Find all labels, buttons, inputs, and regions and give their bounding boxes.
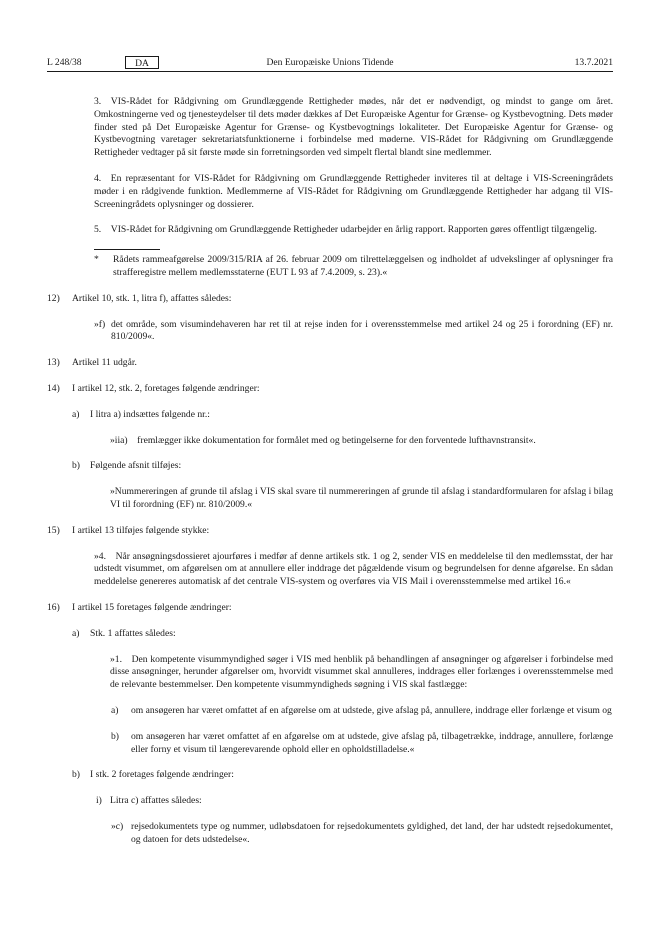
item-16b-i-number: i): [96, 795, 102, 807]
item-12-quote: [94, 318, 613, 345]
item-14a-quote: [110, 435, 613, 448]
item-14: [47, 382, 613, 396]
item-16a-quote-text: »1. Den kompetente visummyndighed søger i VIS med henblik på behandlingen af ansøgninger og afgørelser i forbindelse med disse ansøgninger, herunder afgørelser om, hvorvidt visummet skal annulleres, inddrages eller forlænges i overensstemmelse med de relevante bestemmelser. Den kompetente visummyndigheds søgning i VIS skal fastlægge:: [110, 653, 613, 691]
item-16b-i: [96, 795, 613, 808]
item-12-text: Artikel 10, stk. 1, litra f), affattes således:: [72, 292, 232, 304]
page-header: [47, 55, 613, 71]
item-16a-text: Stk. 1 affattes således:: [90, 627, 176, 639]
publication-date: 13.7.2021: [574, 57, 613, 68]
item-13-number: 13): [47, 357, 60, 369]
document-body: [47, 96, 613, 846]
item-15-number: 15): [47, 524, 60, 536]
item-16a: [72, 627, 613, 641]
item-16a-point-b: [111, 730, 613, 757]
item-15-quote-text: »4. Når ansøgningsdossieret ajourføres i medfør af denne artikels stk. 1 og 2, sender VIS en meddelelse til den medlemsstat, der har udstedt visummet, om afgørelsen om at annullere eller inddrage det pågældende visum og begrundelsen for denne afgørelse. En sådan meddelelse genereres automatisk af det centrale VIS-system og overføres via VIS Mail i overensstemmelse med artikel 16.«: [94, 550, 613, 588]
item-12-quote-number: »f): [94, 318, 106, 330]
item-14b-text: Følgende afsnit tilføjes:: [90, 460, 182, 472]
item-13-text: Artikel 11 udgår.: [72, 357, 137, 369]
item-15: [47, 524, 613, 538]
item-14a-text: I litra a) indsættes følgende nr.:: [90, 408, 210, 420]
item-16-number: 16): [47, 601, 60, 613]
item-16b-i-quote-text: rejsedokumentets type og nummer, udløbsdatoen for rejsedokumentets gyldighed, det land, der har udstedt rejsedokumentet, og datoen for dets udstedelse«.: [131, 820, 613, 845]
language-badge: DA: [125, 56, 159, 69]
item-16b-number: b): [72, 769, 80, 781]
footnote-text: Rådets rammeafgørelse 2009/315/RIA af 26. februar 2009 om tilrettelæggelsen og indholdet af udvekslinger af oplysninger fra strafferegistre mellem medlemsstaterne (EUT L 93 af 7.4.2009, s. 23).«: [113, 254, 613, 278]
paragraph-5: [94, 224, 613, 237]
footnote-rule: [94, 249, 160, 250]
item-13: [47, 357, 613, 370]
paragraph-5-text: 5. VIS-Rådet for Rådgivning om Grundlæggende Rettigheder udarbejder en årlig rapport. Rapporten gøres offentligt tilgængelig.: [94, 224, 597, 236]
paragraph-4: [94, 173, 613, 211]
footnote: [94, 254, 613, 280]
item-16-text: I artikel 15 foretages følgende ændringer:: [72, 601, 232, 613]
item-14-text: I artikel 12, stk. 2, foretages følgende ændringer:: [72, 382, 260, 394]
item-12-number: 12): [47, 292, 60, 304]
item-16b-i-quote: [111, 820, 613, 847]
paragraph-3-text: 3. VIS-Rådet for Rådgivning om Grundlæggende Rettigheder mødes, når det er nødvendigt, og mindst to gange om året. Omkostningerne ved og tjenesteydelser til dets møder dækkes af Det Europæiske Agentur for Grænse- og Kystbevogtning. Dets møder finder sted på Det Europæiske Agentur for Grænse- og Kystbevogtnings lokaliteter. Det Europæiske Agentur for Grænse- og Kystbevogtning varetager sekretariatsfunktionerne i forbindelse med møderne. VIS-Rådet for Rådgivning om Grundlæggende Rettigheder vedtager på sit første møde sin forretningsorden ved simpelt flertal blandt sine medlemmer.: [94, 96, 613, 159]
journal-title: Den Europæiske Unions Tidende: [266, 57, 394, 68]
item-14b-quote: [110, 486, 613, 512]
item-16a-point-a: [111, 704, 613, 718]
item-16b: [72, 769, 613, 782]
item-15-text: I artikel 13 tilføjes følgende stykke:: [72, 524, 210, 536]
item-14b-quote-text: »Nummereringen af grunde til afslag i VIS skal svare til nummereringen af grunde til afslag i standardformularen for afslag i bilag VI til forordning (EF) nr. 810/2009.«: [110, 486, 613, 510]
paragraph-3: [94, 96, 613, 160]
footnote-mark: *: [94, 254, 99, 266]
item-16a-number: a): [72, 627, 80, 639]
item-14a-quote-text: »iia) fremlægger ikke dokumentation for formålet med og betingelserne for den forventede lufthavnstransit«.: [110, 434, 536, 446]
page-reference: L 248/38: [47, 57, 82, 68]
header-rule: [47, 71, 613, 72]
item-16b-i-text: Litra c) affattes således:: [110, 795, 202, 807]
item-16a-quote: [110, 654, 613, 692]
paragraph-4-text: 4. En repræsentant for VIS-Rådet for Rådgivning om Grundlæggende Rettigheder inviteres til at deltage i VIS-Screeningrådets møder i en rådgivende funktion. Medlemmerne af VIS-Rådet for Rådgivning om Grundlæggende Rettigheder har adgang til VIS-Screeningrådets oplysninger og dossierer.: [94, 172, 613, 210]
item-14-number: 14): [47, 382, 60, 394]
item-12-quote-text: det område, som visumindehaveren har ret til at rejse inden for i overensstemmelse med artikel 24 og 25 i forordning (EF) nr. 810/2009«.: [111, 318, 613, 343]
item-14a-number: a): [72, 408, 80, 420]
item-16b-i-quote-number: »c): [111, 820, 124, 832]
item-12: [47, 292, 613, 306]
item-14b: [72, 460, 613, 473]
item-14b-number: b): [72, 460, 80, 472]
item-16a-point-b-number: b): [111, 730, 119, 742]
item-16b-text: I stk. 2 foretages følgende ændringer:: [90, 769, 234, 781]
item-14a: [72, 408, 613, 422]
item-16: [47, 601, 613, 615]
item-16a-point-a-number: a): [111, 704, 119, 716]
item-15-quote: [94, 551, 613, 589]
item-16a-point-a-text: om ansøgeren har været omfattet af en afgørelse om at udstede, give afslag på, annullere, inddrage eller forlænge et visum og: [131, 704, 612, 716]
item-16a-point-b-text: om ansøgeren har været omfattet af en afgørelse om at udstede, give afslag på, tilbagetrække, inddrage, annullere, forlænge eller forny et visum til længerevarende ophold eller en opholdstilladelse.«: [131, 730, 613, 755]
